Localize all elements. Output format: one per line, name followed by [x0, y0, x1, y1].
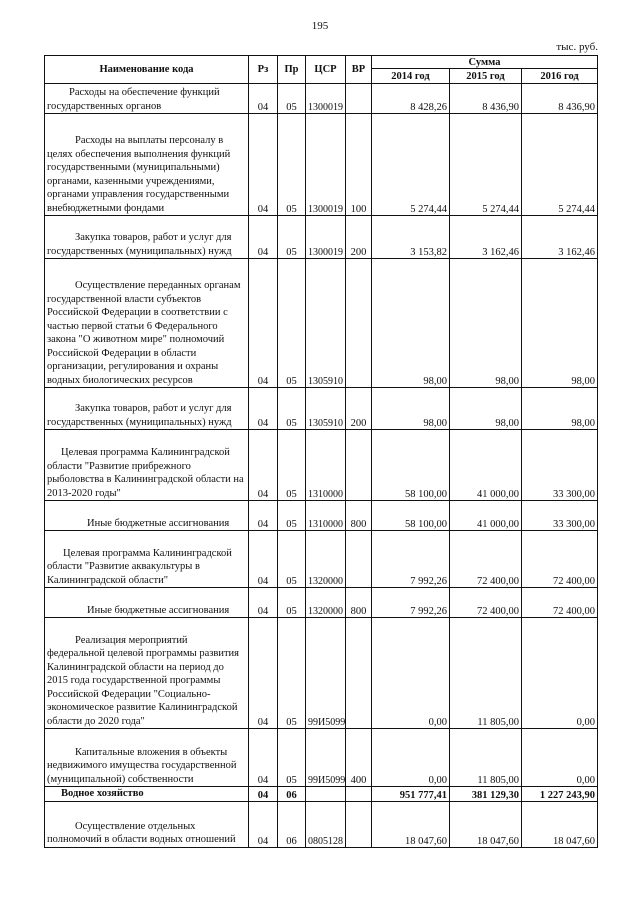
row-pr: 05 [278, 531, 306, 588]
row-value-2014: 18 047,60 [372, 801, 450, 847]
header-rz: Рз [249, 56, 278, 84]
header-year-2015: 2015 год [450, 69, 522, 84]
row-pr: 05 [278, 114, 306, 216]
row-value-2016: 8 436,90 [522, 84, 598, 114]
row-rz: 04 [249, 430, 278, 501]
row-value-2014: 98,00 [372, 259, 450, 388]
row-value-2015: 11 805,00 [450, 618, 522, 729]
row-value-2014: 58 100,00 [372, 501, 450, 531]
row-rz: 04 [249, 729, 278, 787]
row-name: Целевая программа Калининградской области "Развитие аквакультуры в Калининградской области" [45, 531, 249, 588]
row-csr: 1300019 [306, 114, 346, 216]
row-value-2014: 58 100,00 [372, 430, 450, 501]
table-row [45, 430, 598, 501]
row-value-2016: 18 047,60 [522, 801, 598, 847]
table-row [45, 801, 598, 847]
row-vr [346, 787, 372, 802]
row-vr: 400 [346, 729, 372, 787]
row-rz: 04 [249, 531, 278, 588]
row-vr [346, 801, 372, 847]
table-row-subtotal [45, 787, 598, 802]
row-value-2014: 0,00 [372, 618, 450, 729]
row-value-2016: 72 400,00 [522, 531, 598, 588]
row-csr: 0805128 [306, 801, 346, 847]
row-vr [346, 259, 372, 388]
header-name: Наименование кода [45, 56, 249, 84]
row-vr: 800 [346, 501, 372, 531]
row-pr: 05 [278, 216, 306, 259]
row-name: Закупка товаров, работ и услуг для государственных (муниципальных) нужд [45, 388, 249, 430]
row-name: Целевая программа Калининградской области "Развитие прибрежного рыболовства в Калининградской области на 2013-2020 годы" [45, 430, 249, 501]
row-name: Осуществление отдельных полномочий в области водных отношений [45, 801, 249, 847]
row-value-2016: 0,00 [522, 729, 598, 787]
row-vr: 800 [346, 588, 372, 618]
row-csr [306, 787, 346, 802]
row-value-2014: 8 428,26 [372, 84, 450, 114]
row-value-2015: 98,00 [450, 388, 522, 430]
row-value-2016: 33 300,00 [522, 430, 598, 501]
row-csr: 1305910 [306, 259, 346, 388]
row-value-2016: 0,00 [522, 618, 598, 729]
row-value-2015: 41 000,00 [450, 430, 522, 501]
row-rz: 04 [249, 216, 278, 259]
table-row [45, 114, 598, 216]
row-name: Расходы на выплаты персоналу в целях обеспечения выполнения функций государственными (муниципальными) органами, казенными учреждениями, органами управления государственными внебюджетными фондами [45, 114, 249, 216]
row-rz: 04 [249, 501, 278, 531]
row-pr: 05 [278, 618, 306, 729]
row-value-2016: 98,00 [522, 388, 598, 430]
header-pr: Пр [278, 56, 306, 84]
row-vr: 200 [346, 216, 372, 259]
row-value-2015: 5 274,44 [450, 114, 522, 216]
row-csr: 1320000 [306, 531, 346, 588]
row-rz: 04 [249, 114, 278, 216]
row-rz: 04 [249, 388, 278, 430]
header-sum: Сумма [372, 56, 598, 69]
row-rz: 04 [249, 618, 278, 729]
row-name: Осуществление переданных органам государственной власти субъектов Российской Федерации в соответствии с частью первой статьи 6 Федерального закона "О животном мире" полномочий Российской Федерации в области организации, регулирования и охраны водных биологических ресурсов [45, 259, 249, 388]
row-value-2016: 5 274,44 [522, 114, 598, 216]
row-name: Водное хозяйство [45, 787, 249, 802]
row-value-2015: 41 000,00 [450, 501, 522, 531]
row-pr: 05 [278, 259, 306, 388]
row-pr: 05 [278, 388, 306, 430]
table-row [45, 84, 598, 114]
row-value-2016: 72 400,00 [522, 588, 598, 618]
row-value-2015: 72 400,00 [450, 531, 522, 588]
row-value-2015: 11 805,00 [450, 729, 522, 787]
row-name: Расходы на обеспечение функций государственных органов [45, 84, 249, 114]
table-row [45, 618, 598, 729]
row-value-2014: 7 992,26 [372, 531, 450, 588]
row-csr: 1300019 [306, 84, 346, 114]
row-csr: 1320000 [306, 588, 346, 618]
row-rz: 04 [249, 84, 278, 114]
row-value-2014: 98,00 [372, 388, 450, 430]
header-year-2016: 2016 год [522, 69, 598, 84]
row-csr: 1300019 [306, 216, 346, 259]
row-csr: 99И5099 [306, 729, 346, 787]
row-name: Иные бюджетные ассигнования [45, 588, 249, 618]
header-csr: ЦСР [306, 56, 346, 84]
row-value-2015: 18 047,60 [450, 801, 522, 847]
header-year-2014: 2014 год [372, 69, 450, 84]
row-pr: 05 [278, 430, 306, 501]
row-name: Иные бюджетные ассигнования [45, 501, 249, 531]
row-pr: 05 [278, 588, 306, 618]
row-csr: 1305910 [306, 388, 346, 430]
row-name: Капитальные вложения в объекты недвижимого имущества государственной (муниципальной) собственности [45, 729, 249, 787]
row-vr [346, 84, 372, 114]
row-vr: 200 [346, 388, 372, 430]
row-value-2014: 0,00 [372, 729, 450, 787]
row-value-2015: 98,00 [450, 259, 522, 388]
row-csr: 1310000 [306, 501, 346, 531]
row-pr: 05 [278, 501, 306, 531]
row-value-2014: 7 992,26 [372, 588, 450, 618]
row-vr [346, 430, 372, 501]
row-pr: 05 [278, 729, 306, 787]
row-value-2016: 98,00 [522, 259, 598, 388]
header-vr: ВР [346, 56, 372, 84]
table-row [45, 259, 598, 388]
row-vr: 100 [346, 114, 372, 216]
table-row [45, 388, 598, 430]
row-pr: 06 [278, 787, 306, 802]
row-pr: 05 [278, 84, 306, 114]
row-value-2015: 381 129,30 [450, 787, 522, 802]
budget-table [44, 55, 598, 848]
row-value-2015: 72 400,00 [450, 588, 522, 618]
row-pr: 06 [278, 801, 306, 847]
row-value-2015: 8 436,90 [450, 84, 522, 114]
row-value-2014: 3 153,82 [372, 216, 450, 259]
row-value-2015: 3 162,46 [450, 216, 522, 259]
row-csr: 1310000 [306, 430, 346, 501]
row-vr [346, 531, 372, 588]
row-name: Закупка товаров, работ и услуг для государственных (муниципальных) нужд [45, 216, 249, 259]
table-row [45, 588, 598, 618]
row-rz: 04 [249, 588, 278, 618]
row-vr [346, 618, 372, 729]
table-row [45, 216, 598, 259]
page-number: 195 [311, 20, 329, 32]
row-csr: 99И5099 [306, 618, 346, 729]
table-row [45, 729, 598, 787]
table-row [45, 531, 598, 588]
row-value-2014: 951 777,41 [372, 787, 450, 802]
row-name: Реализация мероприятий федеральной целевой программы развития Калининградской области на период до 2015 года государственной программы Российской Федерации "Социально-экономическое развитие Калининградской области до 2020 года" [45, 618, 249, 729]
header-row [45, 56, 598, 69]
row-rz: 04 [249, 801, 278, 847]
row-rz: 04 [249, 259, 278, 388]
row-value-2016: 3 162,46 [522, 216, 598, 259]
row-value-2016: 33 300,00 [522, 501, 598, 531]
table-row [45, 501, 598, 531]
row-rz: 04 [249, 787, 278, 802]
units-label: тыс. руб. [556, 41, 598, 53]
row-value-2014: 5 274,44 [372, 114, 450, 216]
row-value-2016: 1 227 243,90 [522, 787, 598, 802]
